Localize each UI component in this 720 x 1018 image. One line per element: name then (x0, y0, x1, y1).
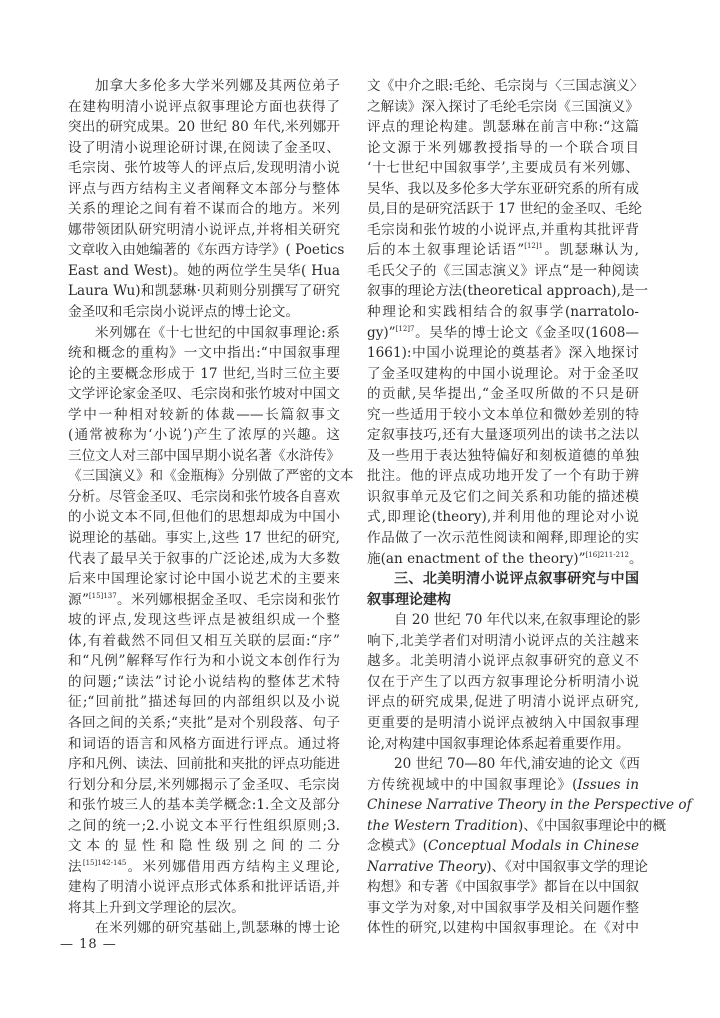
line-text: 关系的理论之间有着不谋而合的地方。米列 (68, 201, 340, 218)
line-text: 1661):中国小说理论的奠基者》深入地探讨 (367, 345, 639, 362)
text-line (367, 775, 639, 796)
line-text: 文《中介之眼:毛纶、毛宗岗与〈三国志演义〉 (367, 78, 644, 94)
text-line (367, 507, 639, 528)
text-line (367, 795, 692, 816)
line-text: 三、北美明清小说评点叙事研究与中国 (394, 571, 639, 588)
line-text: 叙事的理论方法(theoretical approach),是一 (367, 283, 649, 300)
text-line (68, 199, 340, 220)
text-line (367, 672, 639, 693)
line-text: 米列娜在《十七世纪的中国叙事理论:系 (95, 324, 340, 341)
text-line (367, 877, 639, 898)
text-line (68, 713, 340, 734)
text-line (367, 816, 667, 837)
line-text: 突出的研究成果。20 世纪 80 年代,米列娜开 (68, 119, 340, 136)
page-number: — 18 — (60, 937, 117, 952)
text-line (367, 364, 639, 385)
line-text: 学中一种相对较新的体裁——长篇叙事文 (68, 406, 340, 423)
text-line (367, 836, 639, 857)
text-line (68, 857, 340, 878)
section-heading-line (367, 569, 639, 590)
text-line (68, 302, 340, 323)
text-line (367, 918, 639, 939)
line-text: 序和凡例、读法、回前批和夹批的评点功能进 (68, 756, 340, 773)
right-column (367, 76, 692, 939)
text-line (367, 220, 639, 241)
line-text: 娜带领团队研究明清小说评点,并将相关研究 (68, 221, 340, 238)
text-line (68, 610, 340, 631)
text-line (68, 549, 340, 570)
line-text: gy)” (367, 324, 396, 341)
text-line (68, 487, 340, 508)
text-line (68, 775, 340, 796)
line-text: 种理论和实践相结合的叙事学(narratolo- (367, 304, 639, 321)
line-text: 行划分和分层,米列娜揭示了金圣叹、毛宗岗 (68, 776, 340, 793)
text-line (68, 734, 340, 755)
line-text: 的小说文本不同,但他们的思想却成为中国小 (68, 509, 340, 526)
text-line (367, 610, 639, 631)
text-line (367, 240, 639, 261)
line-text: 识叙事单元及它们之间关系和功能的描述模 (367, 488, 639, 505)
line-text: 评点与西方结构主义者阐释文本部分与整体 (68, 180, 340, 197)
text-line (367, 734, 639, 755)
line-text: East and West)。她的两位学生吴华( Hua (68, 262, 340, 279)
citation-superscript: [15]142-145 (82, 858, 127, 867)
line-text: 说理论的基础。事实上,这些 17 世纪的研究, (68, 530, 340, 547)
text-line (68, 692, 340, 713)
text-line (68, 240, 345, 261)
line-text: 事文学为对象,对中国叙事学及相关问题作整 (367, 899, 639, 916)
text-line (367, 323, 639, 344)
line-text: 的贡献,吴华提出,“金圣叹所做的不只是研 (367, 386, 639, 403)
line-text: 和词语的语言和风格方面进行评点。通过将 (68, 735, 340, 752)
line-text: 后的本土叙事理论话语” (367, 242, 525, 259)
text-line (367, 713, 639, 734)
text-line (68, 281, 340, 302)
text-line (68, 76, 340, 97)
line-text: 法 (68, 858, 83, 875)
line-text: 论,对构建中国叙事理论体系起着重要作用。 (367, 735, 630, 752)
text-line (367, 158, 639, 179)
text-line (367, 97, 639, 118)
line-text: 之间的统一;2.小说文本平行性组织原则;3. (68, 817, 340, 834)
line-text: 坡的评点,发现这些评点是被组织成一个整 (68, 612, 340, 629)
line-text: 施(an enactment of the theory)” (367, 550, 586, 567)
text-line (68, 425, 340, 446)
line-text: 的问题;“读法”讨论小说结构的整体艺术特 (68, 673, 340, 690)
line-text: 方传统视域中的中国叙事理论》( (367, 776, 578, 793)
line-text: 作品做了一次示范性阅读和阐释,即理论的实 (367, 530, 639, 547)
line-text: 。 (629, 550, 643, 567)
line-text: 越多。北美明清小说评点叙事研究的意义不 (367, 653, 639, 670)
line-text: 了金圣叹建构的中国小说理论。对于金圣叹 (367, 365, 639, 382)
text-line (367, 76, 644, 97)
line-text: 《三国演义》和《金瓶梅》分别做了严密的文本 (68, 468, 354, 485)
line-text: 在米列娜的研究基础上,凯瑟琳的博士论 (95, 920, 340, 937)
text-line (367, 343, 639, 364)
citation-superscript: [15]137 (88, 591, 117, 600)
text-line (367, 857, 648, 878)
line-text: 加拿大多伦多大学米列娜及其两位弟子 (95, 78, 340, 94)
line-text: 代表了最早关于叙事的广泛论述,成为大多数 (68, 550, 340, 567)
line-text: 分析。尽管金圣叹、毛宗岗和张竹坡各自喜欢 (68, 488, 340, 505)
text-line (68, 672, 340, 693)
line-text: 自 20 世纪 70 年代以来,在叙事理论的影 (394, 612, 641, 629)
section-heading-line (367, 590, 639, 611)
line-text: 构想》和专著《中国叙事学》都旨在以中国叙 (367, 879, 639, 896)
line-text: 后来中国理论家讨论中国小说艺术的主要来 (68, 571, 340, 588)
text-line (367, 405, 639, 426)
text-line (367, 549, 643, 570)
citation-superscript: [12]7 (395, 324, 415, 333)
text-line (367, 446, 639, 467)
line-text: )、《中国叙事理论中的概 (518, 817, 667, 834)
line-text: 之解读》深入探讨了毛纶毛宗岗《三国演义》 (367, 98, 639, 115)
text-line (367, 261, 639, 282)
text-line (367, 754, 639, 775)
line-text: 式,即理论(theory),并利用他的理论对小说 (367, 509, 639, 526)
line-text: 评点的研究成果,促进了明清小说评点研究, (367, 694, 639, 711)
text-line (68, 446, 340, 467)
text-line (68, 631, 340, 652)
text-line (68, 323, 340, 344)
line-text: 和张竹坡三人的基本美学概念:1.全文及部分 (68, 797, 340, 814)
text-line (68, 405, 340, 426)
text-line (367, 281, 649, 302)
italic-title: the Western Tradition (367, 817, 519, 834)
line-text: 评点的理论构建。凯瑟琳在前言中称:“这篇 (367, 119, 639, 136)
line-text: 毛宗岗、张竹坡等人的评点后,发现明清小说 (68, 160, 340, 177)
line-text: 究一些适用于较小文本单位和微妙差别的特 (367, 406, 639, 423)
line-text: 将其上升到文学理论的层次。 (68, 899, 245, 916)
left-column (68, 76, 354, 939)
line-text: 。米列娜借用西方结构主义理论, (126, 858, 341, 875)
citation-superscript: [12]1 (524, 242, 544, 251)
text-line (68, 117, 340, 138)
text-line (68, 898, 340, 919)
text-line (68, 877, 340, 898)
line-text: Laura Wu)和凯瑟琳·贝莉则分别撰写了研究 (68, 283, 340, 300)
text-line (367, 117, 639, 138)
text-line (367, 631, 639, 652)
line-text: 20 世纪 70—80 年代,浦安迪的论文《西 (394, 756, 640, 773)
text-line (68, 158, 340, 179)
line-text: 论文源于米列娜教授指导的一个联合项目 (367, 139, 639, 156)
line-text: 建构了明清小说评点形式体系和批评话语,并 (68, 879, 340, 896)
text-line (367, 199, 642, 220)
text-line (367, 692, 639, 713)
line-text: 。吴华的博士论文《金圣叹(1608— (414, 324, 639, 341)
citation-superscript: [16]211-212 (585, 550, 629, 559)
line-text: 论的主要概念形成于 17 世纪,当时三位主要 (68, 365, 340, 382)
line-text: 更重要的是明清小说评点被纳入中国叙事理 (367, 714, 639, 731)
line-text: 金圣叹和毛宗岗小说评点的博士论文。 (68, 304, 300, 321)
italic-title: Narrative Theory (367, 858, 487, 875)
text-line (367, 528, 639, 549)
line-text: 文本的显性和隐性级别之间的二分 (68, 838, 340, 855)
line-text: ‘十七世纪中国叙事学’,主要成员有米列娜、 (367, 160, 639, 177)
line-text: 三位文人对三部中国早期小说名著《水浒传》 (68, 447, 340, 464)
text-line (68, 528, 340, 549)
text-line (367, 898, 639, 919)
line-text: 体,有着截然不同但又相互关联的层面:“序” (68, 632, 340, 649)
line-text: 念模式》( (367, 838, 428, 855)
line-text: 。凯瑟琳认为, (543, 242, 639, 259)
line-text: 批注。他的评点成功地开发了一个有助于辨 (367, 468, 639, 485)
text-line (68, 384, 340, 405)
text-line (68, 569, 340, 590)
text-line (367, 425, 639, 446)
line-text: 和“凡例”解释写作行为和小说文本创作行为 (68, 653, 340, 670)
line-text: )、《对中国叙事文学的理论 (486, 858, 648, 875)
line-text: 征;“回前批”描述每回的内部组织以及小说 (68, 694, 340, 711)
line-text: 文章收入由她编著的《东西方诗学》( Poetics (68, 242, 345, 259)
text-line (68, 507, 340, 528)
line-text: 定叙事技巧,还有大量逐项列出的读书之法以 (367, 427, 639, 444)
text-line (68, 97, 340, 118)
text-line (68, 364, 340, 385)
text-line (68, 261, 340, 282)
line-text: 各回之间的关系;“夹批”是对个别段落、句子 (68, 714, 340, 731)
text-line (367, 138, 639, 159)
line-text: 。米列娜根据金圣叹、毛宗岗和张竹 (116, 591, 341, 608)
line-text: 源” (68, 591, 89, 608)
text-line (68, 918, 340, 939)
line-text: 仅在于产生了以西方叙事理论分析明清小说 (367, 673, 639, 690)
line-text: 吴华、我以及多伦多大学东亚研究系的所有成 (367, 180, 639, 197)
text-line (367, 302, 639, 323)
italic-title: Conceptual Modals in Chinese (428, 838, 639, 855)
text-line (68, 466, 354, 487)
line-text: 及一些用于表达独特偏好和刻板道德的单独 (367, 447, 639, 464)
text-line (367, 384, 639, 405)
italic-title: Chinese Narrative Theory in the Perspective of (367, 797, 692, 814)
line-text: 设了明清小说理论研讨课,在阅读了金圣叹、 (68, 139, 340, 156)
line-text: 毛宗岗和张竹坡的小说评点,并重构其批评背 (367, 221, 639, 238)
text-line (68, 343, 340, 364)
line-text: 在建构明清小说评点叙事理论方面也获得了 (68, 98, 340, 115)
text-line (68, 754, 340, 775)
line-text: (通常被称为‘小说’)产生了浓厚的兴趣。这 (68, 427, 340, 444)
text-line (68, 795, 340, 816)
text-line (68, 590, 340, 611)
text-line (68, 220, 340, 241)
line-text: 响下,北美学者们对明清小说评点的关注越来 (367, 632, 639, 649)
line-text: 文学评论家金圣叹、毛宗岗和张竹坡对中国文 (68, 386, 340, 403)
text-line (68, 179, 340, 200)
italic-title: Issues in (577, 776, 639, 793)
text-line (68, 816, 340, 837)
line-text: 统和概念的重构》一文中指出:“中国叙事理 (68, 345, 340, 362)
text-line (68, 836, 340, 857)
line-text: 毛氏父子的《三国志演义》评点“是一种阅读 (367, 262, 639, 279)
text-line (68, 651, 340, 672)
line-text: 员,目的是研究活跃于 17 世纪的金圣叹、毛纶 (367, 201, 642, 218)
text-line (367, 651, 639, 672)
line-text: 体性的研究,以建构中国叙事理论。在《对中 (367, 920, 639, 937)
text-line (68, 138, 340, 159)
text-line (367, 466, 639, 487)
text-line (367, 487, 639, 508)
text-line (367, 179, 639, 200)
line-text: 叙事理论建构 (367, 591, 451, 608)
